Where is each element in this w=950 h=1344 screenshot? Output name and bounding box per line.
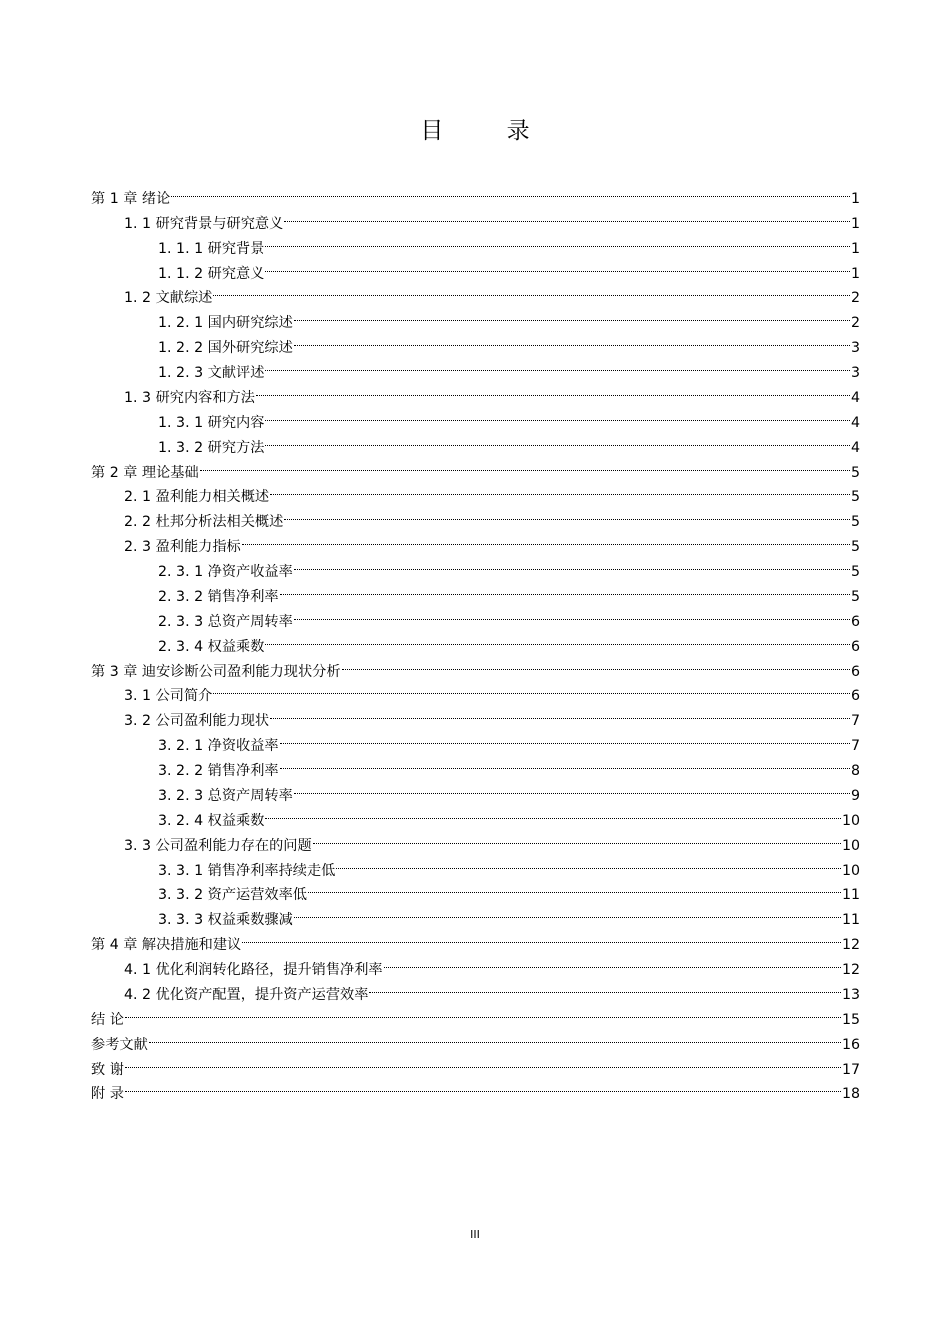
toc-entry-label: 3. 3. 3 权益乘数骤减 [158,912,293,929]
toc-entry-page: 12 [841,962,860,978]
toc-entry-label: 1. 3. 2 研究方法 [158,439,265,456]
toc-entry-label: 结 论 [91,1011,124,1028]
toc-leader-dots [242,924,841,949]
toc-entry-page: 8 [850,763,860,779]
toc-entry-label: 1. 1. 2 研究意义 [158,265,265,282]
toc-leader-dots [336,850,841,875]
toc-leader-dots [256,377,850,402]
table-of-contents [91,178,860,1103]
toc-entry-page: 3 [850,340,860,357]
toc-entry-label: 1. 2. 1 国内研究综述 [158,315,293,332]
toc-leader-dots [265,228,850,253]
toc-entry-label: 3. 1 公司简介 [124,688,213,705]
toc-entry-page: 10 [841,837,860,854]
toc-leader-dots [213,676,850,701]
toc-entry-page: 11 [841,912,860,929]
toc-entry-label: 4. 2 优化资产配置，提升资产运营效率 [124,986,369,1003]
toc-entry-label: 1. 2 文献综述 [124,290,213,307]
toc-leader-dots [265,427,850,452]
toc-entry-page: 5 [850,539,860,556]
toc-leader-dots [270,700,850,725]
toc-entry-page: 15 [841,1011,860,1028]
toc-entry-page: 1 [850,190,860,207]
toc-leader-dots [384,949,841,974]
toc-entry[interactable] [91,477,860,506]
toc-entry-page: 11 [841,887,860,904]
toc-entry-page: 4 [850,389,860,406]
toc-leader-dots [294,551,850,576]
toc-entry[interactable] [91,178,860,207]
toc-entry-label: 第 2 章 理论基础 [91,464,199,481]
toc-entry-page: 2 [850,290,860,307]
toc-entry[interactable] [91,1074,860,1103]
toc-entry-label: 致 谢 [91,1061,124,1078]
toc-entry-label: 2. 3 盈利能力指标 [124,539,241,556]
toc-entry-label: 第 4 章 解决措施和建议 [91,937,242,954]
toc-entry[interactable] [91,452,860,481]
toc-entry-page: 17 [841,1061,860,1078]
toc-leader-dots [242,526,850,551]
toc-entry-page: 13 [841,986,860,1003]
toc-entry-page: 5 [850,564,860,580]
toc-entry-page: 18 [841,1086,860,1103]
toc-entry-label: 1. 3 研究内容和方法 [124,389,255,406]
toc-entry-label: 参考文献 [91,1036,148,1053]
toc-leader-dots [294,775,850,800]
toc-entry-page: 12 [841,937,860,954]
toc-entry-page: 4 [850,439,860,456]
toc-leader-dots [149,1024,841,1049]
toc-leader-dots [294,899,841,924]
toc-leader-dots [125,999,841,1024]
toc-leader-dots [265,253,850,278]
toc-entry-label: 1. 3. 1 研究内容 [158,414,265,431]
toc-entry[interactable] [91,999,860,1028]
toc-leader-dots [294,601,850,626]
toc-entry-page: 4 [850,414,860,431]
toc-entry-label: 3. 3. 1 销售净利率持续走低 [158,862,336,879]
toc-leader-dots [200,452,850,477]
toc-entry-label: 2. 3. 3 总资产周转率 [158,613,293,630]
toc-leader-dots [284,203,850,228]
toc-entry-page: 6 [850,688,860,705]
toc-entry-page: 5 [850,514,860,531]
toc-entry-label: 3. 3 公司盈利能力存在的问题 [124,837,312,854]
toc-leader-dots [308,875,841,900]
toc-entry-page: 1 [850,240,860,257]
toc-entry-label: 第 3 章 迪安诊断公司盈利能力现状分析 [91,663,341,680]
toc-leader-dots [294,302,850,327]
toc-entry-page: 1 [850,265,860,282]
toc-entry-page: 16 [841,1036,860,1053]
toc-entry-label: 1. 1 研究背景与研究意义 [124,215,284,232]
toc-entry[interactable] [91,203,860,232]
toc-leader-dots [313,825,841,850]
toc-entry-label: 3. 2. 2 销售净利率 [158,763,279,779]
toc-leader-dots [125,1049,841,1074]
toc-entry-label: 1. 2. 2 国外研究综述 [158,340,293,357]
toc-leader-dots [280,576,850,601]
toc-entry-label: 3. 2. 1 净资收益率 [158,738,279,755]
toc-entry-label: 2. 3. 1 净资产收益率 [158,564,293,580]
toc-leader-dots [171,178,850,203]
toc-entry-label: 3. 2. 3 总资产周转率 [158,787,293,804]
toc-entry-label: 2. 3. 4 权益乘数 [158,638,265,655]
toc-leader-dots [280,750,850,775]
toc-entry-label: 2. 1 盈利能力相关概述 [124,489,270,506]
toc-entry[interactable] [91,1024,860,1053]
toc-leader-dots [213,278,850,303]
page-number: III [470,1228,480,1241]
page-title: 目 录 [420,118,558,144]
toc-entry-page: 7 [850,713,860,730]
toc-entry-page: 10 [841,812,860,829]
toc-leader-dots [265,352,850,377]
toc-entry-page: 2 [850,315,860,332]
toc-entry-page: 6 [850,613,860,630]
toc-entry-label: 3. 2 公司盈利能力现状 [124,713,270,730]
toc-entry-page: 7 [850,738,860,755]
toc-leader-dots [265,626,850,651]
toc-entry-page: 3 [850,365,860,381]
toc-leader-dots [369,974,841,999]
toc-entry-label: 第 1 章 绪论 [91,190,171,207]
toc-leader-dots [294,327,850,352]
toc-leader-dots [270,477,850,502]
toc-entry-label: 2. 2 杜邦分析法相关概述 [124,514,284,531]
toc-leader-dots [265,800,841,825]
toc-entry-label: 附 录 [91,1086,124,1103]
toc-entry-page: 6 [850,638,860,655]
toc-leader-dots [342,651,850,676]
toc-leader-dots [284,501,850,526]
toc-entry[interactable] [91,1049,860,1078]
toc-entry-page: 10 [841,862,860,879]
toc-entry-label: 1. 2. 3 文献评述 [158,365,265,381]
toc-leader-dots [280,725,850,750]
toc-entry-label: 3. 2. 4 权益乘数 [158,812,265,829]
toc-entry-label: 4. 1 优化利润转化路径，提升销售净利率 [124,962,383,978]
toc-entry-page: 5 [850,588,860,605]
toc-entry-label: 2. 3. 2 销售净利率 [158,588,279,605]
toc-entry-page: 6 [850,663,860,680]
toc-entry-page: 5 [850,489,860,506]
toc-leader-dots [125,1074,841,1099]
toc-entry-page: 5 [850,464,860,481]
toc-leader-dots [265,402,850,427]
toc-entry-label: 1. 1. 1 研究背景 [158,240,265,257]
toc-entry-page: 9 [850,787,860,804]
toc-entry-label: 3. 3. 2 资产运营效率低 [158,887,307,904]
toc-entry-page: 1 [850,215,860,232]
